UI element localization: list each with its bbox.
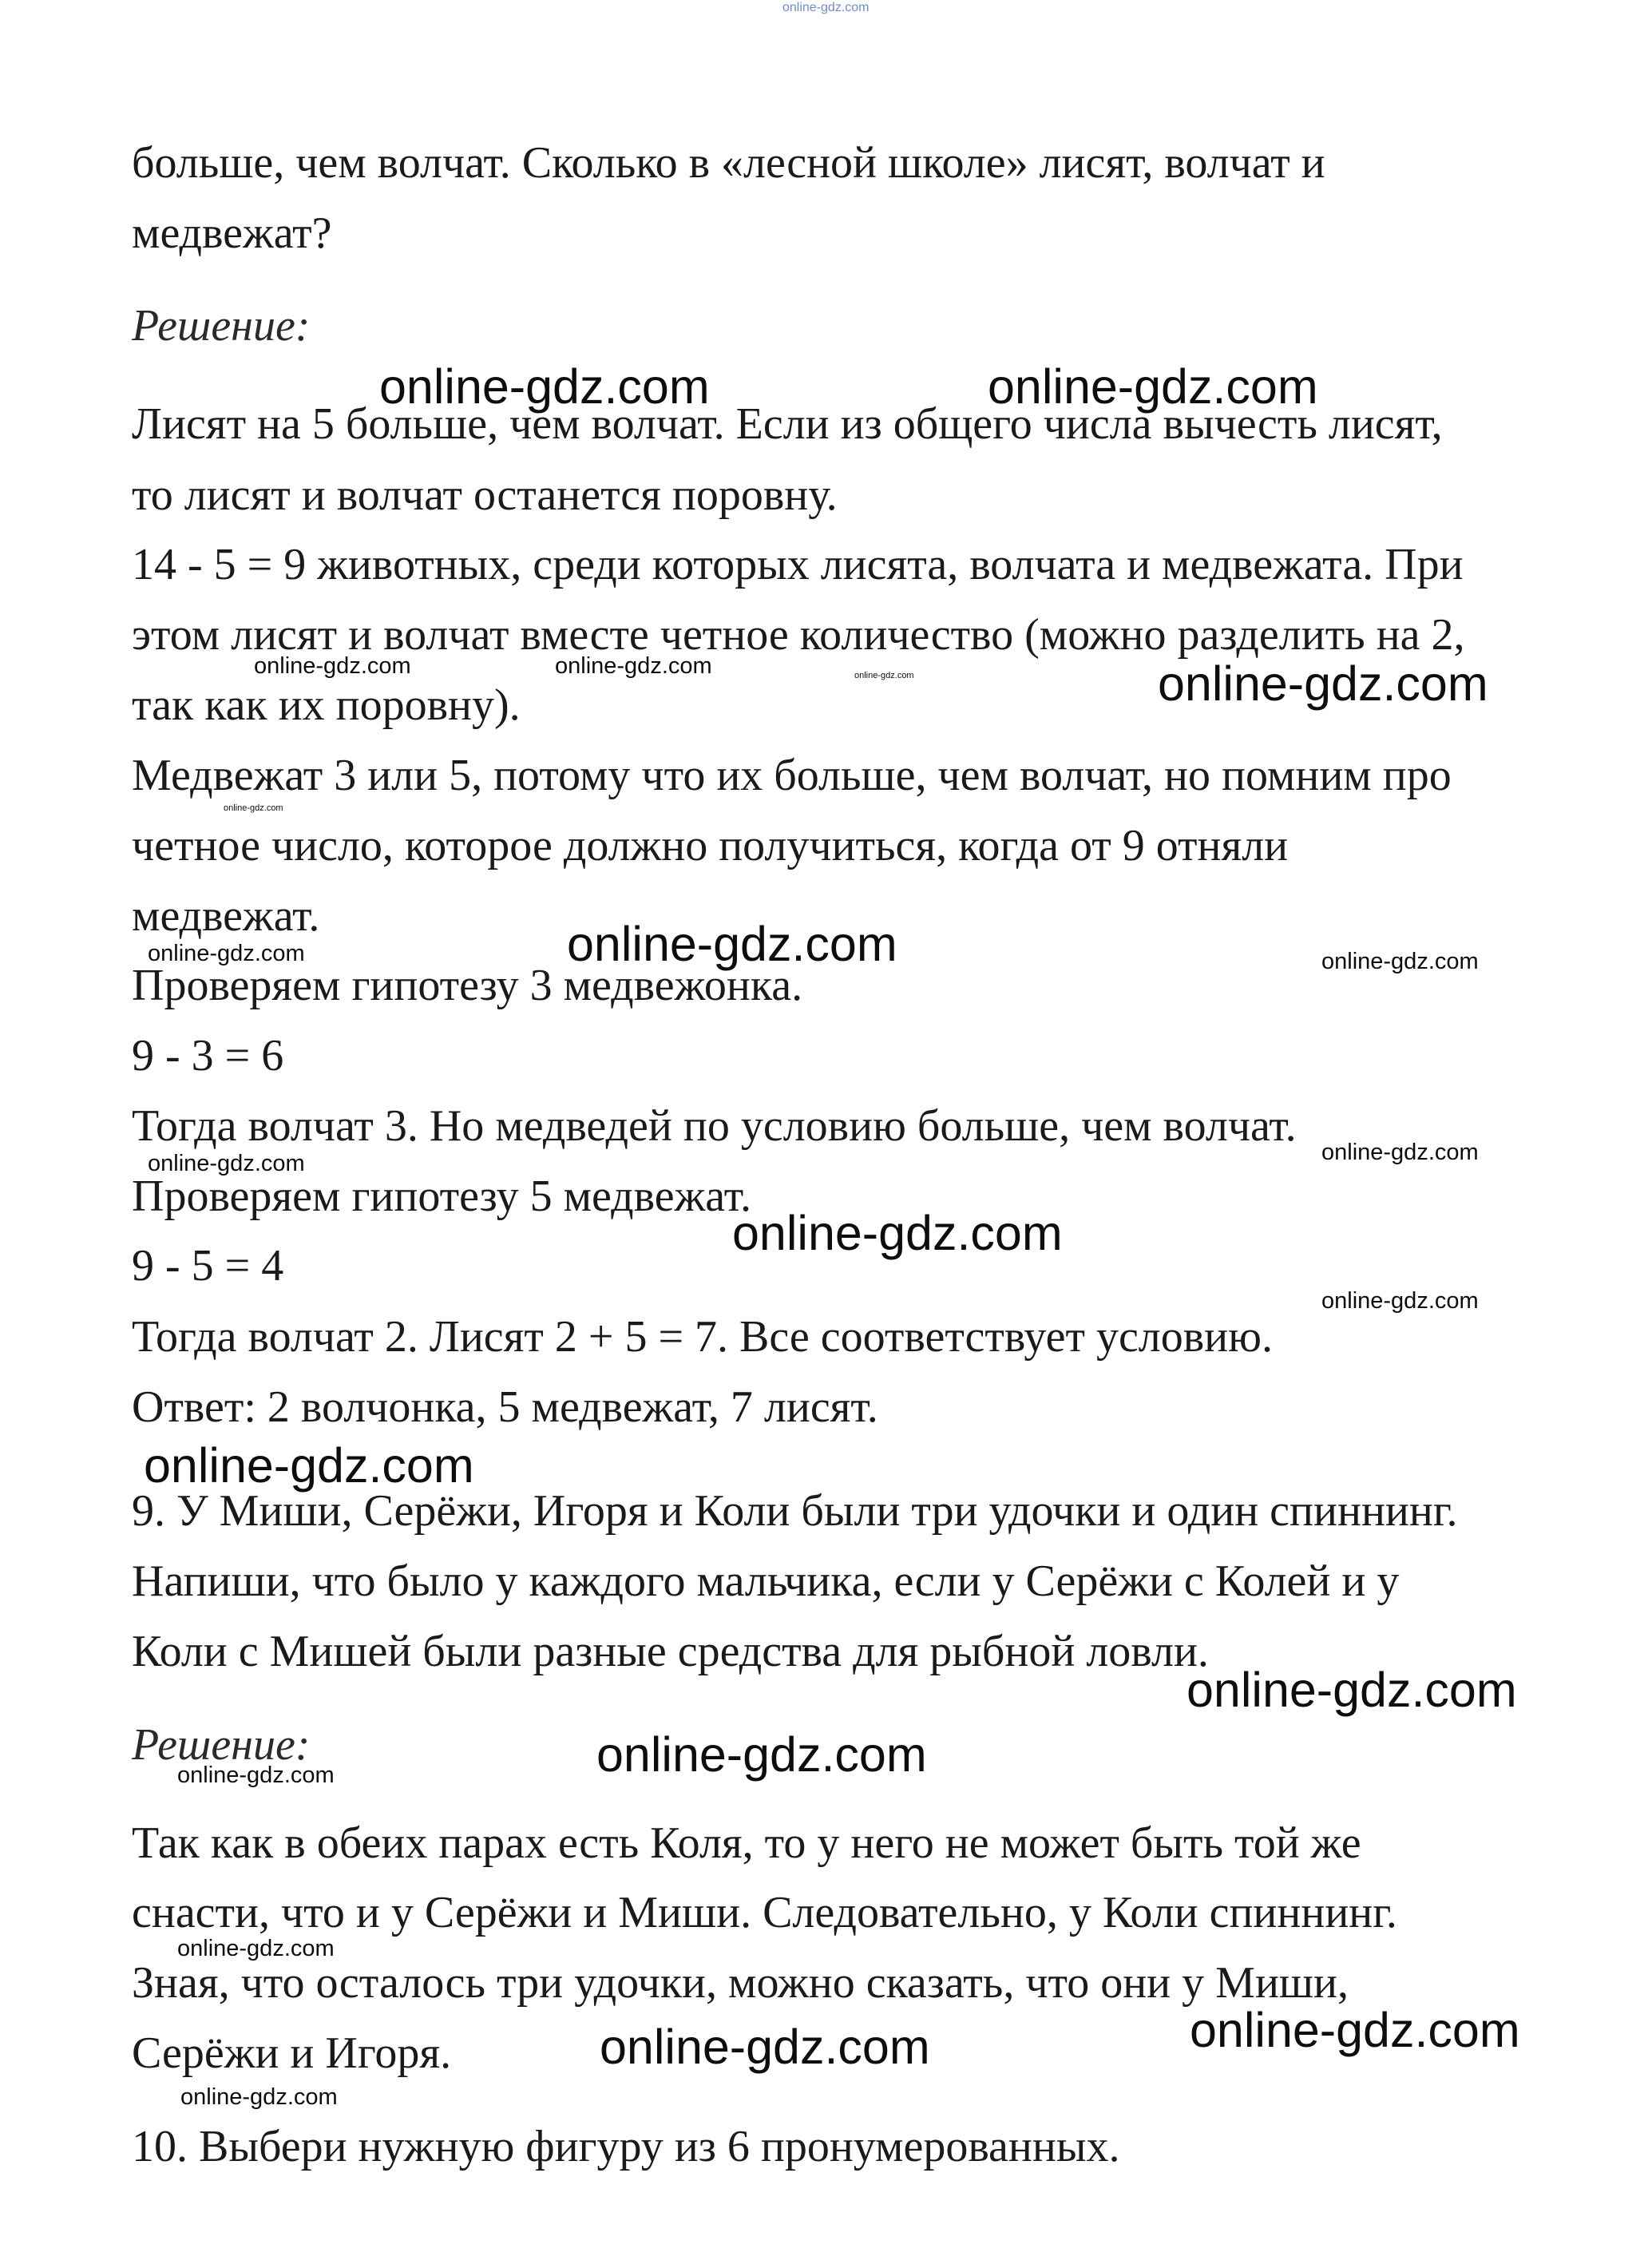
watermark: online-gdz.com	[567, 917, 897, 971]
text-line-9: четное число, которое должно получиться, когда от 9 отняли	[132, 821, 1289, 870]
text-line-7: так как их поровну).	[132, 680, 521, 730]
text-line-16: Тогда волчат 2. Лисят 2 + 5 = 7. Все соответствует условию.	[132, 1312, 1273, 1362]
watermark: online-gdz.com	[1321, 1140, 1479, 1165]
watermark: online-gdz.com	[596, 1727, 927, 1782]
text-line-15: 9 - 5 = 4	[132, 1241, 284, 1291]
text-line-11: Проверяем гипотезу 3 медвежонка.	[132, 961, 803, 1010]
watermark: online-gdz.com	[254, 653, 411, 679]
watermark: online-gdz.com	[1190, 2003, 1520, 2057]
text-line-8: Медвежат 3 или 5, потому что их больше, чем волчат, но помним про	[132, 751, 1452, 800]
solution-heading-1: Решение:	[132, 301, 311, 351]
text-line-5: 14 - 5 = 9 животных, среди которых лисята, волчата и медвежата. При	[132, 540, 1464, 589]
text-line-3: Лисят на 5 больше, чем волчат. Если из общего числа вычесть лисят,	[132, 399, 1443, 449]
task-9-line-2: Напиши, что было у каждого мальчика, если у Серёжи с Колей и у	[132, 1556, 1400, 1606]
watermark: online-gdz.com	[177, 1936, 335, 1961]
text-line-2: медвежат?	[132, 208, 332, 258]
watermark: online-gdz.com	[988, 359, 1318, 414]
text-line-12: 9 - 3 = 6	[132, 1031, 284, 1080]
text-line-17: Так как в обеих парах есть Коля, то у него не может быть той же	[132, 1818, 1361, 1868]
watermark: online-gdz.com	[180, 2084, 338, 2110]
text-line-14: Проверяем гипотезу 5 медвежат.	[132, 1172, 751, 1221]
text-line-20: Серёжи и Игоря.	[132, 2028, 452, 2078]
text-line-4: то лисят и волчат останется поровну.	[132, 470, 838, 520]
watermark: online-gdz.com	[148, 941, 305, 966]
watermark: online-gdz.com	[1158, 656, 1488, 711]
text-line-13: Тогда волчат 3. Но медведей по условию больше, чем волчат.	[132, 1101, 1297, 1151]
answer-line: Ответ: 2 волчонка, 5 медвежат, 7 лисят.	[132, 1382, 878, 1432]
solution-heading-2: Решение:	[132, 1720, 311, 1770]
watermark: online-gdz.com	[1321, 949, 1479, 974]
watermark: online-gdz.com	[148, 1151, 305, 1176]
watermark: online-gdz.com	[732, 1206, 1063, 1260]
watermark: online-gdz.com	[177, 1762, 335, 1788]
watermark: online-gdz.com	[144, 1438, 474, 1493]
text-line-18: снасти, что и у Серёжи и Миши. Следовательно, у Коли спиннинг.	[132, 1888, 1397, 1937]
watermark: online-gdz.com	[1187, 1663, 1517, 1717]
watermark: online-gdz.com	[224, 803, 283, 813]
text-line-1: больше, чем волчат. Сколько в «лесной школе» лисят, волчат и	[132, 138, 1325, 188]
watermark: online-gdz.com	[600, 2020, 930, 2074]
task-9-line-1: 9. У Миши, Серёжи, Игоря и Коли были три удочки и один спиннинг.	[132, 1486, 1458, 1536]
text-line-10: медвежат.	[132, 891, 320, 941]
watermark: online-gdz.com	[1321, 1288, 1479, 1314]
task-9-line-3: Коли с Мишей были разные средства для рыбной ловли.	[132, 1627, 1209, 1676]
text-line-6: этом лисят и волчат вместе четное количество (можно разделить на 2,	[132, 610, 1465, 660]
watermark-top: online-gdz.com	[782, 1, 870, 14]
watermark: online-gdz.com	[555, 653, 712, 679]
task-10-line: 10. Выбери нужную фигуру из 6 пронумерованных.	[132, 2122, 1120, 2171]
watermark: online-gdz.com	[854, 671, 914, 680]
watermark: online-gdz.com	[379, 359, 710, 414]
text-line-19: Зная, что осталось три удочки, можно сказать, что они у Миши,	[132, 1958, 1349, 2008]
